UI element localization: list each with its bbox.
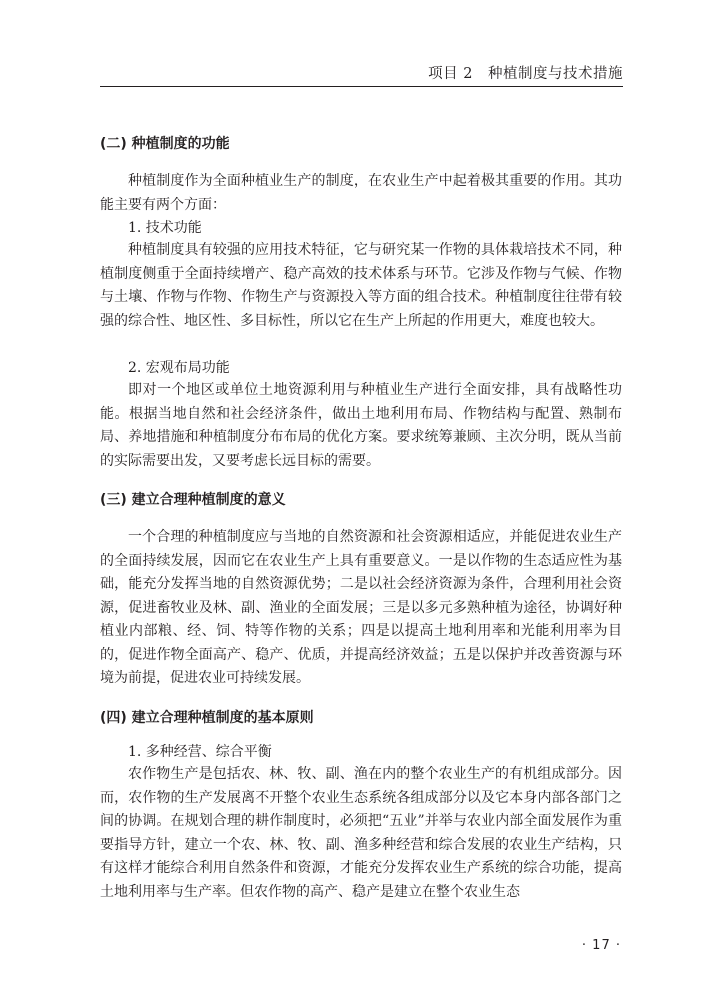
section-heading-significance: (三) 建立合理种植制度的意义 bbox=[100, 492, 286, 508]
header-title: 项目 2 种植制度与技术措施 bbox=[428, 66, 623, 82]
paragraph-technical-function: 种植制度具有较强的应用技术特征，它与研究某一作物的具体栽培技术不同，种植制度侧重于全面持续增产、稳产高效的技术体系与环节。它涉及作物与气候、作物与土壤、作物与作物、作物生产与资源投入等方面的组合技术。种植制度往往带有较强的综合性、地区性、多目标性，所以它在生产上所起的作用更大，难度也较大。 bbox=[100, 242, 622, 329]
page-number: · 17 · bbox=[581, 938, 621, 953]
subheading-technical-function: 1. 技术功能 bbox=[128, 220, 202, 236]
paragraph-functions-intro: 种植制度作为全面种植业生产的制度，在农业生产中起着极其重要的作用。其功能主要有两个方面： bbox=[100, 173, 622, 213]
subheading-macro-layout-function: 2. 宏观布局功能 bbox=[128, 360, 230, 376]
paragraph-diversified-operation: 农作物生产是包括农、林、牧、副、渔在内的整个农业生产的有机组成部分。因而，农作物的生产发展离不开整个农业生态系统各组成部分以及它本身内部各部门之间的协调。在规划合理的耕作制度时，必须把“五业”并举与农业内部全面发展作为重要指导方针，建立一个农、林、牧、副、渔多种经营和综合发展的农业生产结构，只有这样才能综合利用自然条件和资源，才能充分发挥农业生产系统的综合功能，提高土地利用率与生产率。但农作物的高产、稳产是建立在整个农业生态 bbox=[100, 766, 622, 900]
paragraph-macro-layout-function: 即对一个地区或单位土地资源利用与种植业生产进行全面安排，具有战略性功能。根据当地自然和社会经济条件，做出土地利用布局、作物结构与配置、熟制布局、养地措施和种植制度分布布局的优化方案。要求统筹兼顾、主次分明，既从当前的实际需要出发，又要考虑长远目标的需要。 bbox=[100, 382, 622, 469]
section-heading-principles: (四) 建立合理种植制度的基本原则 bbox=[100, 710, 314, 726]
paragraph-significance: 一个合理的种植制度应与当地的自然资源和社会资源相适应，并能促进农业生产的全面持续发展，因而它在农业生产上具有重要意义。一是以作物的生态适应性为基础，能充分发挥当地的自然资源优势；二是以社会经济资源为条件，合理利用社会资源，促进畜牧业及林、副、渔业的全面发展；三是以多元多熟种植为途径，协调好种植业内部粮、经、饲、特等作物的关系；四是以提高土地利用率和光能利用率为目的，促进作物全面高产、稳产、优质，并提高经济效益；五是以保护并改善资源与环境为前提，促进农业可持续发展。 bbox=[100, 529, 622, 686]
subheading-diversified-operation: 1. 多种经营、综合平衡 bbox=[128, 744, 272, 760]
section-heading-functions: (二) 种植制度的功能 bbox=[100, 136, 230, 152]
header-rule bbox=[100, 86, 623, 87]
